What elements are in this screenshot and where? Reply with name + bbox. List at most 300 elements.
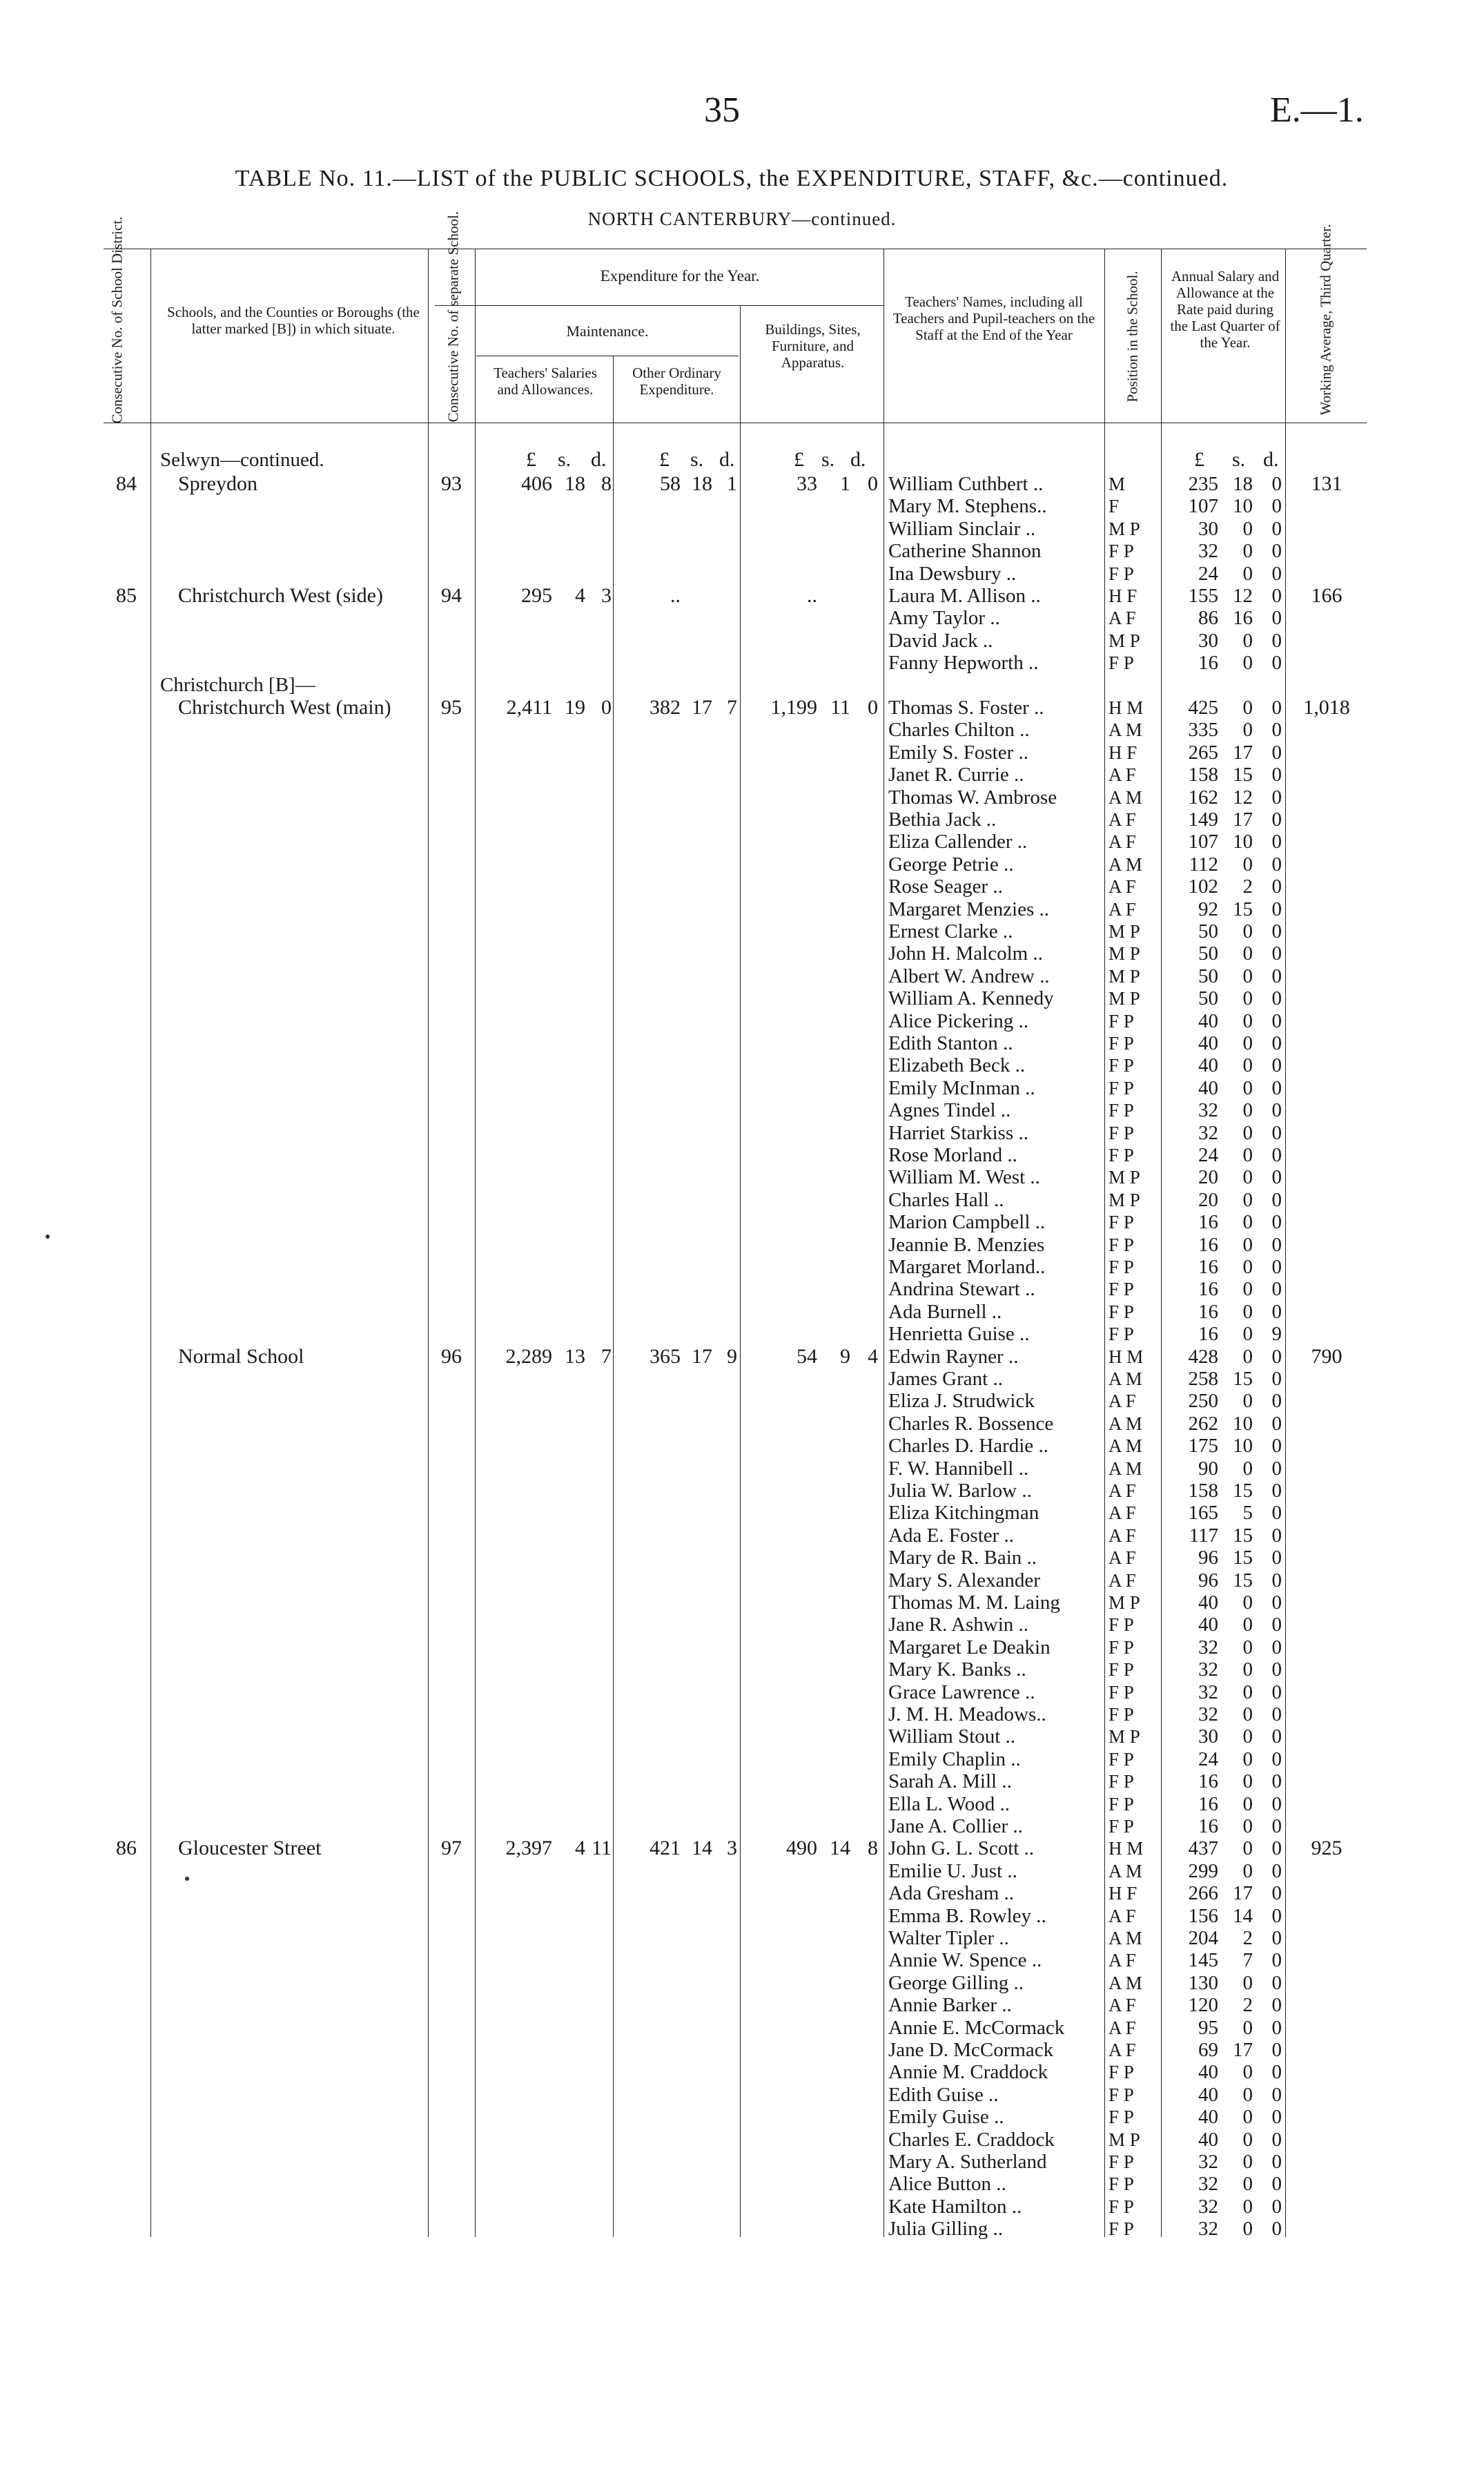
teacher-row <box>0 1770 1484 1792</box>
working-average: 790 <box>1311 1344 1343 1368</box>
teacher-name: William Sinclair .. <box>888 517 1036 540</box>
salary-pounds: 145 <box>1188 1949 1218 1972</box>
salary-shillings: 0 <box>1242 629 1253 652</box>
salary-pounds: 235 <box>1188 473 1218 495</box>
col-header-district-no: Consecutive No. of School District. <box>108 216 126 424</box>
salary-pounds: 30 <box>1198 517 1218 540</box>
col-header-teachers-names: Teachers' Names, including all Teachers and Pupil-teachers on the Staff at the End of the Year <box>892 293 1095 343</box>
unit-pound: £ <box>794 448 804 471</box>
teacher-position: M P <box>1109 1167 1140 1188</box>
teacher-name: Albert W. Andrew .. <box>888 965 1050 987</box>
teacher-position: F P <box>1109 1122 1134 1143</box>
teacher-name: Annie W. Spence .. <box>888 1949 1042 1972</box>
salary-shillings: 15 <box>1233 898 1253 920</box>
salary-pence: 0 <box>1271 1591 1282 1614</box>
salary-pence: 0 <box>1271 1390 1282 1413</box>
salary-pounds: 96 <box>1198 1547 1218 1569</box>
working-average: 131 <box>1311 472 1343 495</box>
salary-pounds: 158 <box>1188 1480 1218 1502</box>
salary-pounds: 107 <box>1188 831 1218 853</box>
teacher-position: F P <box>1109 1033 1134 1054</box>
salary-pence: 0 <box>1271 1971 1282 1994</box>
teacher-name: Edith Guise .. <box>888 2083 999 2106</box>
salary-shillings: 0 <box>1242 853 1253 875</box>
teacher-name: John H. Malcolm .. <box>888 942 1043 965</box>
unit-pence: d. <box>719 448 735 471</box>
teacher-position: A F <box>1109 2017 1136 2038</box>
teacher-row <box>0 1166 1484 1188</box>
teacher-position: A F <box>1109 1995 1136 2016</box>
salary-shillings: 7 <box>1242 1949 1253 1972</box>
salary-shillings: 15 <box>1233 1569 1253 1591</box>
teacher-row <box>0 898 1484 920</box>
teacher-name: Emily McInman .. <box>888 1076 1035 1099</box>
unit-pound: £ <box>659 448 670 471</box>
salary-pounds: 204 <box>1188 1927 1218 1949</box>
salary-pounds: 335 <box>1188 719 1218 742</box>
salary-pence: 0 <box>1271 1233 1282 1256</box>
teacher-row <box>0 2151 1484 2173</box>
other-pounds: .. <box>670 584 681 607</box>
salary-pounds: 158 <box>1188 764 1218 786</box>
salary-pounds: 32 <box>1198 1681 1218 1703</box>
salary-pence: 0 <box>1271 1480 1282 1502</box>
salary-shillings: 0 <box>1242 1725 1253 1748</box>
salary-shillings: 0 <box>1242 1703 1253 1725</box>
school-name: Christchurch West (main) <box>178 696 391 719</box>
salary-shillings: 0 <box>1242 1256 1253 1278</box>
salary-pounds: 16 <box>1198 1211 1218 1234</box>
teacher-name: Emily S. Foster .. <box>888 741 1029 764</box>
col-header-expenditure: Expenditure for the Year. <box>600 267 760 284</box>
salary-pence: 0 <box>1271 965 1282 987</box>
salary-shillings: 0 <box>1242 942 1253 965</box>
buildings-pounds: 54 <box>797 1344 817 1368</box>
teacher-row <box>0 1703 1484 1725</box>
salary-pence: 0 <box>1271 809 1282 831</box>
salary-pounds: 32 <box>1198 1658 1218 1681</box>
unit-pence: d. <box>591 448 607 471</box>
teacher-position: M P <box>1109 2129 1140 2150</box>
salary-pounds: 40 <box>1198 1009 1218 1032</box>
buildings-pence: 0 <box>868 696 878 719</box>
salary-pence: 0 <box>1271 1524 1282 1547</box>
teacher-position: A F <box>1109 764 1136 786</box>
teacher-position: F P <box>1109 2174 1134 2195</box>
salary-pence: 9 <box>1271 1323 1282 1346</box>
other-pounds: 382 <box>650 696 681 719</box>
teacher-position: F P <box>1109 652 1134 674</box>
teacher-name: Eliza Callender .. <box>888 831 1028 853</box>
teacher-position: F P <box>1109 2151 1134 2172</box>
teacher-position: A M <box>1109 1435 1142 1457</box>
salary-pence: 0 <box>1271 719 1282 742</box>
salary-shillings: 0 <box>1242 2218 1253 2241</box>
working-average: 166 <box>1311 584 1343 607</box>
teacher-name: Thomas W. Ambrose <box>888 786 1057 809</box>
teacher-row <box>0 1860 1484 1882</box>
document-code: E.—1. <box>1270 90 1364 130</box>
teacher-name: Jane A. Collier .. <box>888 1815 1023 1837</box>
salary-shillings: 18 <box>1233 473 1253 495</box>
teacher-row <box>0 987 1484 1009</box>
teacher-position: F P <box>1109 1681 1134 1703</box>
salary-pence: 0 <box>1271 1636 1282 1658</box>
salary-pounds: 32 <box>1198 2195 1218 2218</box>
salary-pence: 0 <box>1271 1412 1282 1435</box>
salary-pence: 0 <box>1271 1904 1282 1927</box>
school-name: Normal School <box>178 1344 304 1368</box>
teacher-name: James Grant .. <box>888 1368 1003 1390</box>
teacher-name: Mary A. Sutherland <box>888 2151 1047 2173</box>
salary-pounds: 156 <box>1188 1904 1218 1927</box>
teacher-name: Mary K. Banks .. <box>888 1658 1026 1681</box>
salaries-pounds: 406 <box>521 472 552 495</box>
teacher-row <box>0 1569 1484 1591</box>
salaries-pence: 11 <box>592 1837 612 1860</box>
teacher-row <box>0 2084 1484 2106</box>
teacher-name: Julia Gilling .. <box>888 2218 1003 2241</box>
teacher-name: Amy Taylor .. <box>888 607 1000 630</box>
salary-shillings: 2 <box>1242 1994 1253 2017</box>
salary-pounds: 96 <box>1198 1569 1218 1591</box>
teacher-row <box>0 853 1484 875</box>
teacher-name: Thomas M. M. Laing <box>888 1591 1060 1614</box>
teacher-name: Margaret Le Deakin <box>888 1636 1051 1658</box>
other-shillings: 17 <box>692 1344 712 1368</box>
salary-pounds: 20 <box>1198 1188 1218 1211</box>
salary-pence: 0 <box>1271 585 1282 607</box>
salary-shillings: 0 <box>1242 1591 1253 1614</box>
salary-shillings: 0 <box>1242 1658 1253 1681</box>
teacher-row <box>0 1278 1484 1300</box>
teacher-name: Walter Tipler .. <box>888 1927 1009 1949</box>
col-header-annual-salary: Annual Salary and Allowance at the Rate paid during the Last Quarter of the Year. <box>1170 268 1280 351</box>
salary-pence: 0 <box>1271 786 1282 809</box>
teacher-name: Ada Gresham .. <box>888 1882 1015 1905</box>
salary-pence: 0 <box>1271 1658 1282 1681</box>
salary-pence: 0 <box>1271 1054 1282 1077</box>
teacher-position: A F <box>1109 1391 1136 1412</box>
teacher-name: Emma B. Rowley .. <box>888 1904 1046 1927</box>
teacher-row <box>0 518 1484 540</box>
table-title: TABLE No. 11.—LIST of the PUBLIC SCHOOLS, the EXPENDITURE, STAFF, &c.—continued. <box>235 166 1229 191</box>
salary-shillings: 15 <box>1233 764 1253 786</box>
school-separate-no: 93 <box>441 472 462 495</box>
table-subtitle: NORTH CANTERBURY—continued. <box>587 209 897 229</box>
school-separate-no: 96 <box>441 1344 462 1368</box>
teacher-position: F P <box>1109 1771 1134 1792</box>
salary-shillings: 0 <box>1242 719 1253 742</box>
teacher-row <box>0 920 1484 942</box>
salary-pounds: 437 <box>1188 1837 1218 1860</box>
teacher-name: Ella L. Wood .. <box>888 1792 1010 1815</box>
stray-mark <box>185 1877 189 1881</box>
teacher-name: Rose Seager .. <box>888 875 1003 898</box>
salary-pence: 0 <box>1271 2083 1282 2106</box>
salary-shillings: 0 <box>1242 1144 1253 1166</box>
teacher-position: A F <box>1109 1569 1136 1591</box>
teacher-row <box>0 1972 1484 1994</box>
buildings-shillings: 1 <box>840 472 850 495</box>
teacher-name: Jane R. Ashwin .. <box>888 1614 1028 1636</box>
salary-pounds: 155 <box>1188 585 1218 607</box>
salary-shillings: 5 <box>1242 1502 1253 1525</box>
teacher-row <box>0 1368 1484 1390</box>
salary-pence: 0 <box>1271 1502 1282 1525</box>
teacher-name: William M. West .. <box>888 1166 1040 1189</box>
buildings-pounds: .. <box>807 584 817 607</box>
teacher-position: A F <box>1109 1905 1136 1926</box>
teacher-row <box>0 1882 1484 1904</box>
salary-pounds: 16 <box>1198 1815 1218 1837</box>
salary-pence: 0 <box>1271 1859 1282 1882</box>
salary-pounds: 40 <box>1198 1076 1218 1099</box>
buildings-shillings: 11 <box>830 696 850 719</box>
col-header-position: Position in the School. <box>1124 271 1141 403</box>
buildings-pence: 8 <box>868 1837 878 1860</box>
teacher-name: Eliza Kitchingman <box>888 1502 1039 1525</box>
teacher-name: Andrina Stewart .. <box>888 1278 1035 1301</box>
teacher-row <box>0 875 1484 898</box>
teacher-row <box>0 831 1484 853</box>
salary-pounds: 262 <box>1188 1412 1218 1435</box>
salary-pounds: 24 <box>1198 1144 1218 1166</box>
salary-shillings: 0 <box>1242 1323 1253 1346</box>
salary-pounds: 40 <box>1198 1591 1218 1614</box>
teacher-row <box>0 563 1484 585</box>
buildings-pounds: 33 <box>797 472 817 495</box>
salary-shillings: 0 <box>1242 1121 1253 1144</box>
teacher-name: J. M. H. Meadows.. <box>888 1703 1046 1725</box>
salary-pence: 0 <box>1271 1614 1282 1636</box>
salaries-pence: 7 <box>601 1344 612 1368</box>
teacher-position: A F <box>1109 1950 1136 1971</box>
teacher-name: Fanny Hepworth .. <box>888 652 1039 675</box>
other-pence: 7 <box>727 696 737 719</box>
other-pounds: 58 <box>660 472 681 495</box>
salary-shillings: 0 <box>1242 987 1253 1010</box>
teacher-position: F P <box>1109 2196 1134 2217</box>
teacher-position: F P <box>1109 1793 1134 1815</box>
salary-shillings: 17 <box>1233 741 1253 764</box>
teacher-row <box>0 1614 1484 1636</box>
salary-pounds: 32 <box>1198 2151 1218 2173</box>
salary-pence: 0 <box>1271 1099 1282 1122</box>
teacher-position: F P <box>1109 2218 1134 2240</box>
teacher-row <box>0 585 1484 607</box>
teacher-name: Alice Pickering .. <box>888 1009 1028 1032</box>
teacher-row <box>0 1010 1484 1032</box>
salary-pence: 0 <box>1271 2016 1282 2039</box>
teacher-name: Marion Campbell .. <box>888 1211 1046 1234</box>
teacher-row <box>0 540 1484 562</box>
salary-shillings: 0 <box>1242 540 1253 563</box>
teacher-row <box>0 742 1484 764</box>
teacher-position: M P <box>1109 1189 1140 1210</box>
salary-shillings: 15 <box>1233 1480 1253 1502</box>
salary-pounds: 16 <box>1198 1233 1218 1256</box>
teacher-row <box>0 965 1484 987</box>
teacher-position: F P <box>1109 1659 1134 1681</box>
teacher-position: M P <box>1109 1592 1140 1613</box>
col-header-buildings: Buildings, Sites, Furniture, and Apparatus. <box>765 321 861 371</box>
teacher-name: Ernest Clarke .. <box>888 920 1013 942</box>
salary-shillings: 0 <box>1242 1770 1253 1793</box>
teacher-row <box>0 495 1484 517</box>
salary-shillings: 15 <box>1233 1524 1253 1547</box>
salary-shillings: 16 <box>1233 607 1253 630</box>
teacher-row <box>0 1994 1484 2016</box>
teacher-name: John G. L. Scott .. <box>888 1837 1035 1860</box>
salary-pounds: 92 <box>1198 898 1218 920</box>
school-separate-no: 97 <box>441 1837 462 1860</box>
teacher-position: F P <box>1109 1055 1134 1076</box>
teacher-row <box>0 764 1484 786</box>
teacher-position: F P <box>1109 1010 1134 1032</box>
teacher-position: A M <box>1109 1972 1142 1993</box>
teacher-name: Mary de R. Bain .. <box>888 1547 1037 1569</box>
salary-pounds: 32 <box>1198 2218 1218 2241</box>
teacher-position: F P <box>1109 1301 1134 1322</box>
teacher-position: F P <box>1109 1145 1134 1165</box>
salary-pence: 0 <box>1271 1435 1282 1458</box>
salary-shillings: 0 <box>1242 1166 1253 1189</box>
teacher-position: M P <box>1109 518 1140 539</box>
teacher-name: Eliza J. Strudwick <box>888 1390 1035 1413</box>
teacher-position: M P <box>1109 921 1140 942</box>
teacher-name: Emily Guise .. <box>888 2106 1004 2129</box>
teacher-row <box>0 1211 1484 1233</box>
salary-pence: 0 <box>1271 629 1282 652</box>
salaries-shillings: 19 <box>565 696 585 719</box>
teacher-position: F P <box>1109 1279 1134 1300</box>
teacher-row <box>0 1346 1484 1368</box>
salary-pence: 0 <box>1271 1547 1282 1569</box>
teacher-name: Jeannie B. Menzies <box>888 1233 1045 1256</box>
salary-pence: 0 <box>1271 607 1282 630</box>
salary-pence: 0 <box>1271 741 1282 764</box>
salary-pence: 0 <box>1271 652 1282 675</box>
teacher-position: A F <box>1109 608 1136 629</box>
buildings-pence: 0 <box>868 472 878 495</box>
salary-pounds: 130 <box>1188 1971 1218 1994</box>
salary-shillings: 0 <box>1242 2061 1253 2084</box>
teacher-name: Ada E. Foster .. <box>888 1524 1015 1547</box>
salary-shillings: 0 <box>1242 1054 1253 1077</box>
salary-shillings: 0 <box>1242 1099 1253 1122</box>
teacher-position: F P <box>1109 1614 1134 1636</box>
salary-shillings: 0 <box>1242 2151 1253 2173</box>
salary-pence: 0 <box>1271 2151 1282 2173</box>
salary-pence: 0 <box>1271 1927 1282 1949</box>
unit-pound: £ <box>526 448 536 471</box>
salary-pence: 0 <box>1271 2128 1282 2151</box>
teacher-position: A F <box>1109 2040 1136 2060</box>
salary-pence: 0 <box>1271 987 1282 1010</box>
teacher-row <box>0 1054 1484 1076</box>
teacher-name: F. W. Hannibell .. <box>888 1457 1029 1480</box>
salary-shillings: 0 <box>1242 562 1253 585</box>
salary-shillings: 0 <box>1242 1188 1253 1211</box>
teacher-row <box>0 473 1484 495</box>
salary-pence: 0 <box>1271 1569 1282 1591</box>
teacher-name: Harriet Starkiss .. <box>888 1121 1028 1144</box>
salary-pounds: 32 <box>1198 1121 1218 1144</box>
teacher-position: F P <box>1109 1100 1134 1121</box>
salary-pounds: 30 <box>1198 1725 1218 1748</box>
salary-shillings: 0 <box>1242 1837 1253 1860</box>
teacher-row <box>0 1837 1484 1859</box>
teacher-name: Catherine Shannon <box>888 540 1042 563</box>
salary-pounds: 40 <box>1198 2106 1218 2129</box>
salary-shillings: 0 <box>1242 1390 1253 1413</box>
teacher-row <box>0 1525 1484 1547</box>
teacher-name: Kate Hamilton .. <box>888 2195 1022 2218</box>
teacher-position: F P <box>1109 1704 1134 1725</box>
salary-shillings: 0 <box>1242 1971 1253 1994</box>
teacher-name: Laura M. Allison .. <box>888 585 1041 607</box>
salary-pounds: 299 <box>1188 1859 1218 1882</box>
teacher-position: F P <box>1109 1748 1134 1770</box>
school-separate-no: 95 <box>441 696 462 719</box>
other-pence: 9 <box>727 1344 737 1368</box>
salary-pounds: 425 <box>1188 697 1218 719</box>
teacher-row <box>0 1413 1484 1435</box>
buildings-pence: 4 <box>868 1344 878 1368</box>
teacher-name: William Cuthbert .. <box>888 473 1044 495</box>
salary-pence: 0 <box>1271 473 1282 495</box>
salary-pence: 0 <box>1271 1770 1282 1793</box>
teacher-name: Ada Burnell .. <box>888 1300 1002 1323</box>
salary-pounds: 16 <box>1198 652 1218 675</box>
salary-shillings: 2 <box>1242 1927 1253 1949</box>
teacher-position: F P <box>1109 1324 1134 1345</box>
salary-shillings: 0 <box>1242 2016 1253 2039</box>
teacher-row <box>0 1234 1484 1256</box>
salary-shillings: 17 <box>1233 809 1253 831</box>
salary-shillings: 0 <box>1242 1278 1253 1301</box>
school-name: Spreydon <box>178 472 257 495</box>
salary-pence: 0 <box>1271 853 1282 875</box>
salary-pounds: 24 <box>1198 1748 1218 1770</box>
salary-shillings: 0 <box>1242 1233 1253 1256</box>
salary-shillings: 0 <box>1242 1076 1253 1099</box>
teacher-position: F <box>1109 496 1120 517</box>
salary-pence: 0 <box>1271 1256 1282 1278</box>
salary-shillings: 0 <box>1242 652 1253 675</box>
salaries-pence: 8 <box>601 472 612 495</box>
salary-pence: 0 <box>1271 1882 1282 1905</box>
teacher-name: Charles Chilton .. <box>888 719 1030 742</box>
buildings-pounds: 490 <box>786 1837 817 1860</box>
salary-shillings: 12 <box>1233 786 1253 809</box>
school-name: Christchurch West (side) <box>178 584 383 607</box>
teacher-position: H M <box>1109 1838 1144 1859</box>
salary-pence: 0 <box>1271 1703 1282 1725</box>
salary-shillings: 0 <box>1242 2195 1253 2218</box>
salary-pounds: 16 <box>1198 1256 1218 1278</box>
teacher-name: Emily Chaplin .. <box>888 1748 1021 1770</box>
teacher-position: M P <box>1109 943 1140 965</box>
stray-mark <box>46 1235 50 1239</box>
teacher-row <box>0 1144 1484 1166</box>
teacher-row <box>0 1681 1484 1703</box>
county-heading: Selwyn—continued. <box>160 449 324 471</box>
teacher-row <box>0 1435 1484 1457</box>
unit-shilling: s. <box>558 448 572 471</box>
salary-pence: 0 <box>1271 764 1282 786</box>
